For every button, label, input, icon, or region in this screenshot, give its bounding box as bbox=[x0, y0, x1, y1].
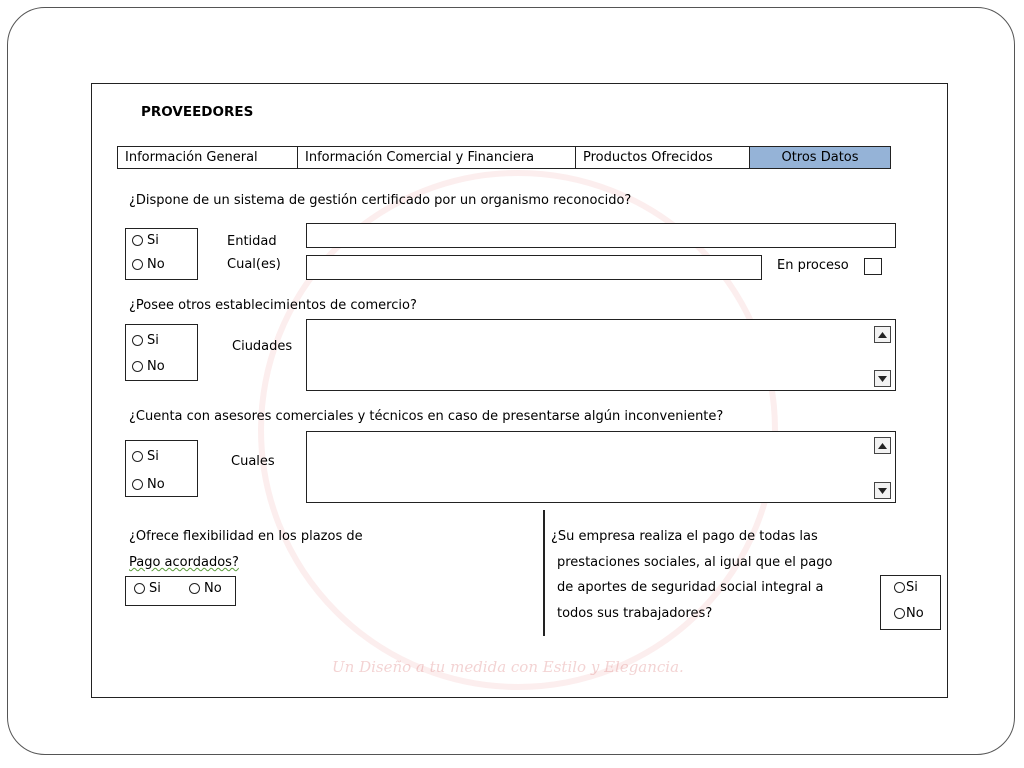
q2-question: ¿Posee otros establecimientos de comercio? bbox=[129, 298, 417, 313]
radio-circle-icon[interactable] bbox=[132, 361, 143, 372]
advisors-textarea[interactable] bbox=[306, 431, 896, 503]
q2-option-no[interactable] bbox=[132, 359, 165, 374]
radio-circle-icon[interactable] bbox=[132, 479, 143, 490]
q1-option-no[interactable] bbox=[132, 257, 165, 272]
radio-circle-icon[interactable] bbox=[894, 608, 905, 619]
scroll-up-button[interactable] bbox=[874, 326, 891, 343]
scroll-down-button[interactable] bbox=[874, 482, 891, 499]
which-advisors-label: Cuales bbox=[231, 454, 275, 469]
cities-textarea[interactable] bbox=[306, 319, 896, 391]
q3-option-no[interactable] bbox=[132, 477, 165, 492]
q2-no-label: No bbox=[147, 359, 165, 374]
q1-option-yes[interactable] bbox=[132, 233, 159, 248]
q3-option-yes[interactable] bbox=[132, 449, 159, 464]
q4-option-no[interactable] bbox=[189, 581, 222, 596]
in-process-label: En proceso bbox=[777, 258, 849, 273]
form-title: PROVEEDORES bbox=[141, 104, 254, 120]
q3-no-label: No bbox=[147, 477, 165, 492]
entity-input[interactable] bbox=[306, 223, 896, 248]
radio-circle-icon[interactable] bbox=[132, 259, 143, 270]
radio-circle-icon[interactable] bbox=[134, 583, 145, 594]
in-process-checkbox[interactable] bbox=[864, 258, 882, 275]
q5-question-line3: de aportes de seguridad social integral a bbox=[557, 580, 824, 595]
vertical-divider bbox=[543, 510, 545, 636]
radio-circle-icon[interactable] bbox=[132, 451, 143, 462]
scroll-down-button[interactable] bbox=[874, 370, 891, 387]
arrow-up-icon bbox=[878, 443, 887, 449]
tab-bar bbox=[117, 146, 891, 169]
radio-circle-icon[interactable] bbox=[189, 583, 200, 594]
q4-question-line2: Pago acordados? bbox=[129, 555, 239, 570]
q3-yes-label: Si bbox=[147, 449, 159, 464]
q4-question-line1: ¿Ofrece flexibilidad en los plazos de bbox=[129, 529, 363, 544]
q5-question-line4: todos sus trabajadores? bbox=[557, 606, 713, 621]
q1-question: ¿Dispone de un sistema de gestión certificado por un organismo reconocido? bbox=[129, 193, 632, 208]
which-input[interactable] bbox=[306, 255, 762, 280]
tab-otros-datos[interactable]: Otros Datos bbox=[749, 146, 891, 169]
q5-question-line1: ¿Su empresa realiza el pago de todas las bbox=[551, 529, 818, 544]
cities-label: Ciudades bbox=[232, 339, 293, 354]
tab-informacion-general[interactable]: Información General bbox=[117, 146, 297, 169]
q4-no-label: No bbox=[204, 581, 222, 596]
q2-option-yes[interactable] bbox=[132, 333, 159, 348]
tab-productos-ofrecidos[interactable]: Productos Ofrecidos bbox=[575, 146, 749, 169]
arrow-down-icon bbox=[878, 488, 887, 494]
q5-yes-label: Si bbox=[906, 580, 918, 595]
watermark-slogan: Un Diseño a tu medida con Estilo y Elegancia. bbox=[332, 658, 684, 676]
radio-circle-icon[interactable] bbox=[132, 335, 143, 346]
q4-option-yes[interactable] bbox=[134, 581, 161, 596]
radio-circle-icon[interactable] bbox=[894, 582, 905, 593]
q4-yes-label: Si bbox=[149, 581, 161, 596]
arrow-down-icon bbox=[878, 376, 887, 382]
which-label: Cual(es) bbox=[227, 257, 281, 272]
entity-label: Entidad bbox=[227, 234, 277, 249]
tab-informacion-comercial[interactable]: Información Comercial y Financiera bbox=[297, 146, 575, 169]
q1-no-label: No bbox=[147, 257, 165, 272]
q5-option-yes[interactable] bbox=[894, 580, 918, 595]
q5-option-no[interactable] bbox=[894, 606, 924, 621]
arrow-up-icon bbox=[878, 332, 887, 338]
radio-circle-icon[interactable] bbox=[132, 235, 143, 246]
q3-question: ¿Cuenta con asesores comerciales y técnicos en caso de presentarse algún inconveniente? bbox=[129, 409, 724, 424]
scroll-up-button[interactable] bbox=[874, 437, 891, 454]
q1-yes-label: Si bbox=[147, 233, 159, 248]
q2-yes-label: Si bbox=[147, 333, 159, 348]
q5-no-label: No bbox=[906, 606, 924, 621]
q5-question-line2: prestaciones sociales, al igual que el pago bbox=[557, 555, 833, 570]
